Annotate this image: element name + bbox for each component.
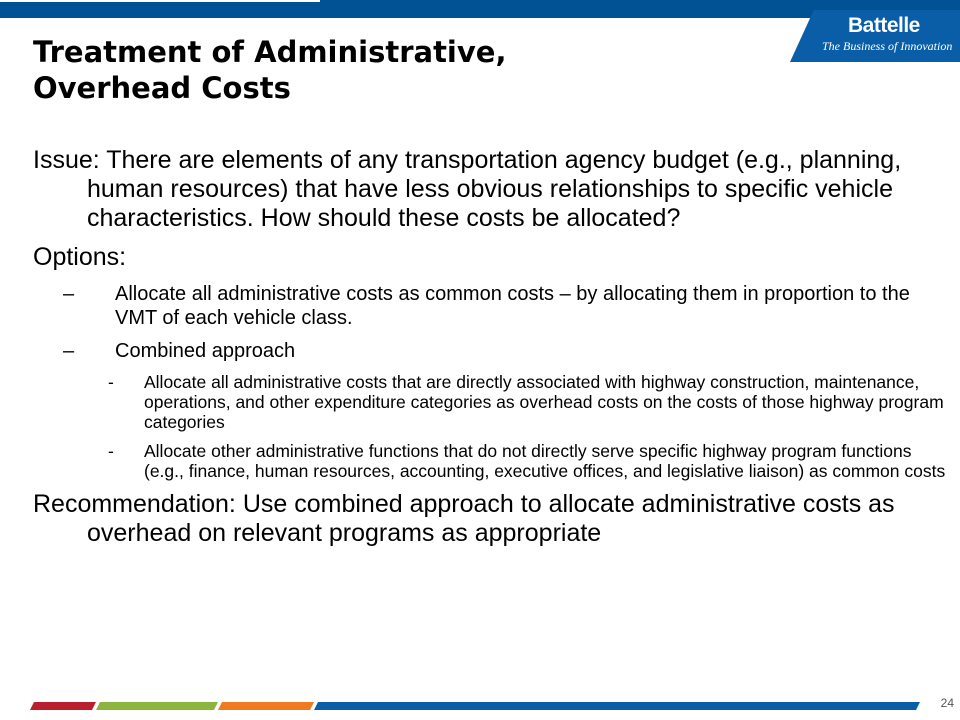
footer-strip-red bbox=[30, 702, 96, 710]
options-heading: Options: bbox=[33, 243, 127, 271]
sub-option-item-overhead bbox=[33, 372, 948, 432]
sub-option-text: Allocate all administrative costs that are directly associated with highway construction, maintenance, operations, and other expenditure categories as overhead costs on the costs of those highway program categories bbox=[144, 372, 944, 432]
footer-strip-green bbox=[96, 702, 218, 710]
sub-option-item-common bbox=[33, 441, 948, 481]
slide-title-line-2: Overhead Costs bbox=[33, 71, 291, 105]
sub-option-text: Allocate other administrative functions that do not directly serve specific highway program functions (e.g., finance, human resources, accounting, executive offices, and legislative liaison) as common costs bbox=[144, 441, 946, 481]
footer-strip-orange bbox=[218, 702, 314, 710]
slide-title-line-1: Treatment of Administrative, bbox=[33, 35, 507, 69]
sub-option-hyphen: - bbox=[108, 372, 114, 392]
page-number: 24 bbox=[940, 696, 954, 710]
logo-tagline: The Business of Innovation bbox=[822, 39, 953, 53]
option-text: Allocate all administrative costs as common costs – by allocating them in proportion to the VMT of each vehicle class. bbox=[115, 283, 910, 329]
option-item-common-costs bbox=[33, 282, 948, 330]
option-text: Combined approach bbox=[115, 340, 296, 362]
option-item-combined-approach bbox=[33, 339, 948, 363]
top-banner-accent bbox=[0, 0, 320, 2]
logo-name: Battelle bbox=[848, 14, 920, 37]
option-dash: – bbox=[63, 340, 75, 362]
slide-body bbox=[33, 146, 948, 548]
slide-title bbox=[33, 34, 773, 106]
recommendation-paragraph: Recommendation: Use combined approach to allocate administrative costs as overhead on relevant programs as appropriate bbox=[33, 490, 895, 547]
sub-option-hyphen: - bbox=[108, 441, 114, 461]
issue-paragraph: Issue: There are elements of any transportation agency budget (e.g., planning, human resources) that have less obvious relationships to specific vehicle characteristics. How should these costs be allocated? bbox=[33, 146, 902, 232]
footer-strip-blue bbox=[314, 702, 920, 710]
option-dash: – bbox=[63, 283, 75, 305]
